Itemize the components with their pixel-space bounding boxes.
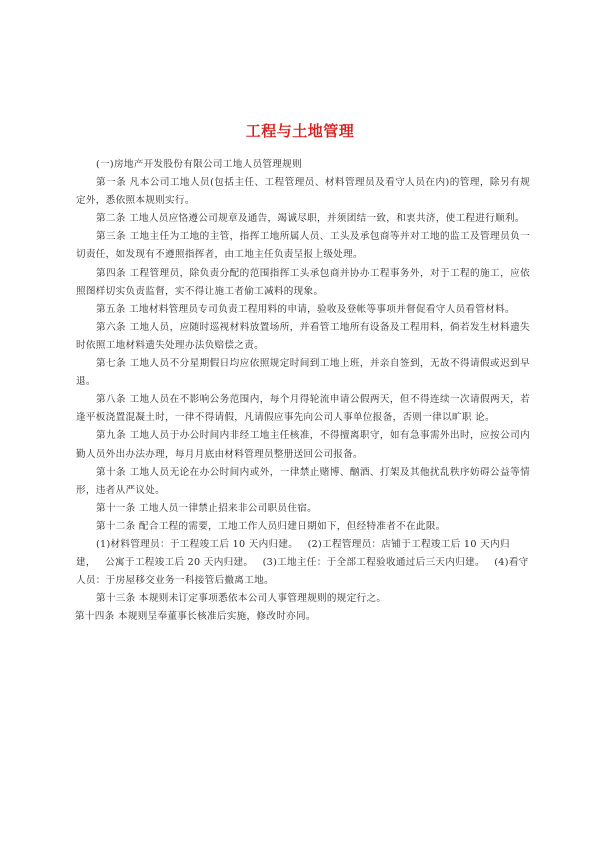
document-body: [76, 156, 530, 626]
item-guard: (4)看守人员：于房屋移交业务一科接管后撤离工地。: [76, 557, 529, 587]
article-12: 第十二条 配合工程的需要，工地工作人员归建日期如下，但经特准者不在此限。: [96, 520, 446, 532]
article-3: 第三条 工地主任为工地的主管，指挥工地所属人员、工头及承包商等并对工地的监工及管理员负一切责任，如发现有不遵照指挥者，由工地主任负责呈报上级处理。: [76, 231, 530, 261]
article-13: 第十三条 本规则未订定事项悉依本公司人事管理规则的规定行之。: [96, 593, 387, 605]
article-4: 第四条 工程管理员，除负责分配的范围指挥工头承包商并协办工程事务外，对于工程的施工，应依照图样切实负责监督，实不得让施工者偷工减料的现象。: [76, 267, 530, 297]
article-14: 第十四条 本规则呈奉董事长核准后实施，修改时亦同。: [75, 611, 316, 623]
article-2: 第二条 工地人员应恪遵公司规章及通告，竭诚尽职，并须团结一致，和衷共济，使工程进行顺利。: [96, 213, 525, 225]
item-engineering-manager: (2)工程管理员：店铺于工程竣工后 10 天内归建，: [76, 538, 510, 569]
document-subheading: (一)房地产开发股份有限公司工地人员管理规则: [96, 159, 302, 170]
item-site-director: (3)工地主任：于全部工程验收通过后三天内归建。: [262, 557, 485, 569]
article-7: 第七条 工地人员不分星期假日均应依照规定时间到工地上班，并亲自签到，无故不得请假或迟到早退。: [76, 358, 530, 388]
article-5: 第五条 工地材料管理员专司负责工程用料的申请，验收及登帐等事项并督促看守人员看管材料。: [96, 303, 515, 315]
item-material-manager: (1)材料管理员：于工程竣工后 10 天内归建。: [96, 538, 299, 550]
item-apartment: 公寓于工程竣工后 20 天内归建。: [105, 557, 254, 569]
article-1: 第一条 凡本公司工地人员(包括主任、工程管理员、材料管理员及看守人员在内)的管理，除另有规定外，悉依照本规则实行。: [76, 177, 530, 207]
article-8: 第八条 工地人员在不影响公务范围内，每个月得轮流申请公假两天，但不得连续一次请假两天，若逢平板浇置混凝土时，一律不得请假，凡请假应事先向公司人事单位报备，否则一律以旷职 论。: [76, 394, 530, 424]
article-6: 第六条 工地人员，应随时巡视材料放置场所，并看管工地所有设备及工程用料，倘若发生材料遗失时依照工地材料遗失处理办法负赔偿之责。: [76, 321, 530, 351]
article-12-items: [76, 536, 530, 590]
article-11: 第十一条 工地人员一律禁止招来非公司职员住宿。: [96, 502, 318, 514]
document-title: 工程与土地管理: [245, 122, 355, 140]
article-9: 第九条 工地人员于办公时间内非经工地主任核准，不得擅离职守，如有急事需外出时，应按公司内勤人员外出办法办理，每月月底由材料管理员整册送回公司报备。: [76, 430, 530, 460]
article-10: 第十条 工地人员无论在办公时间内或外，一律禁止赌博、酗酒、打架及其他扰乱秩序妨碍公益等情形，违者从严议处。: [76, 466, 530, 496]
